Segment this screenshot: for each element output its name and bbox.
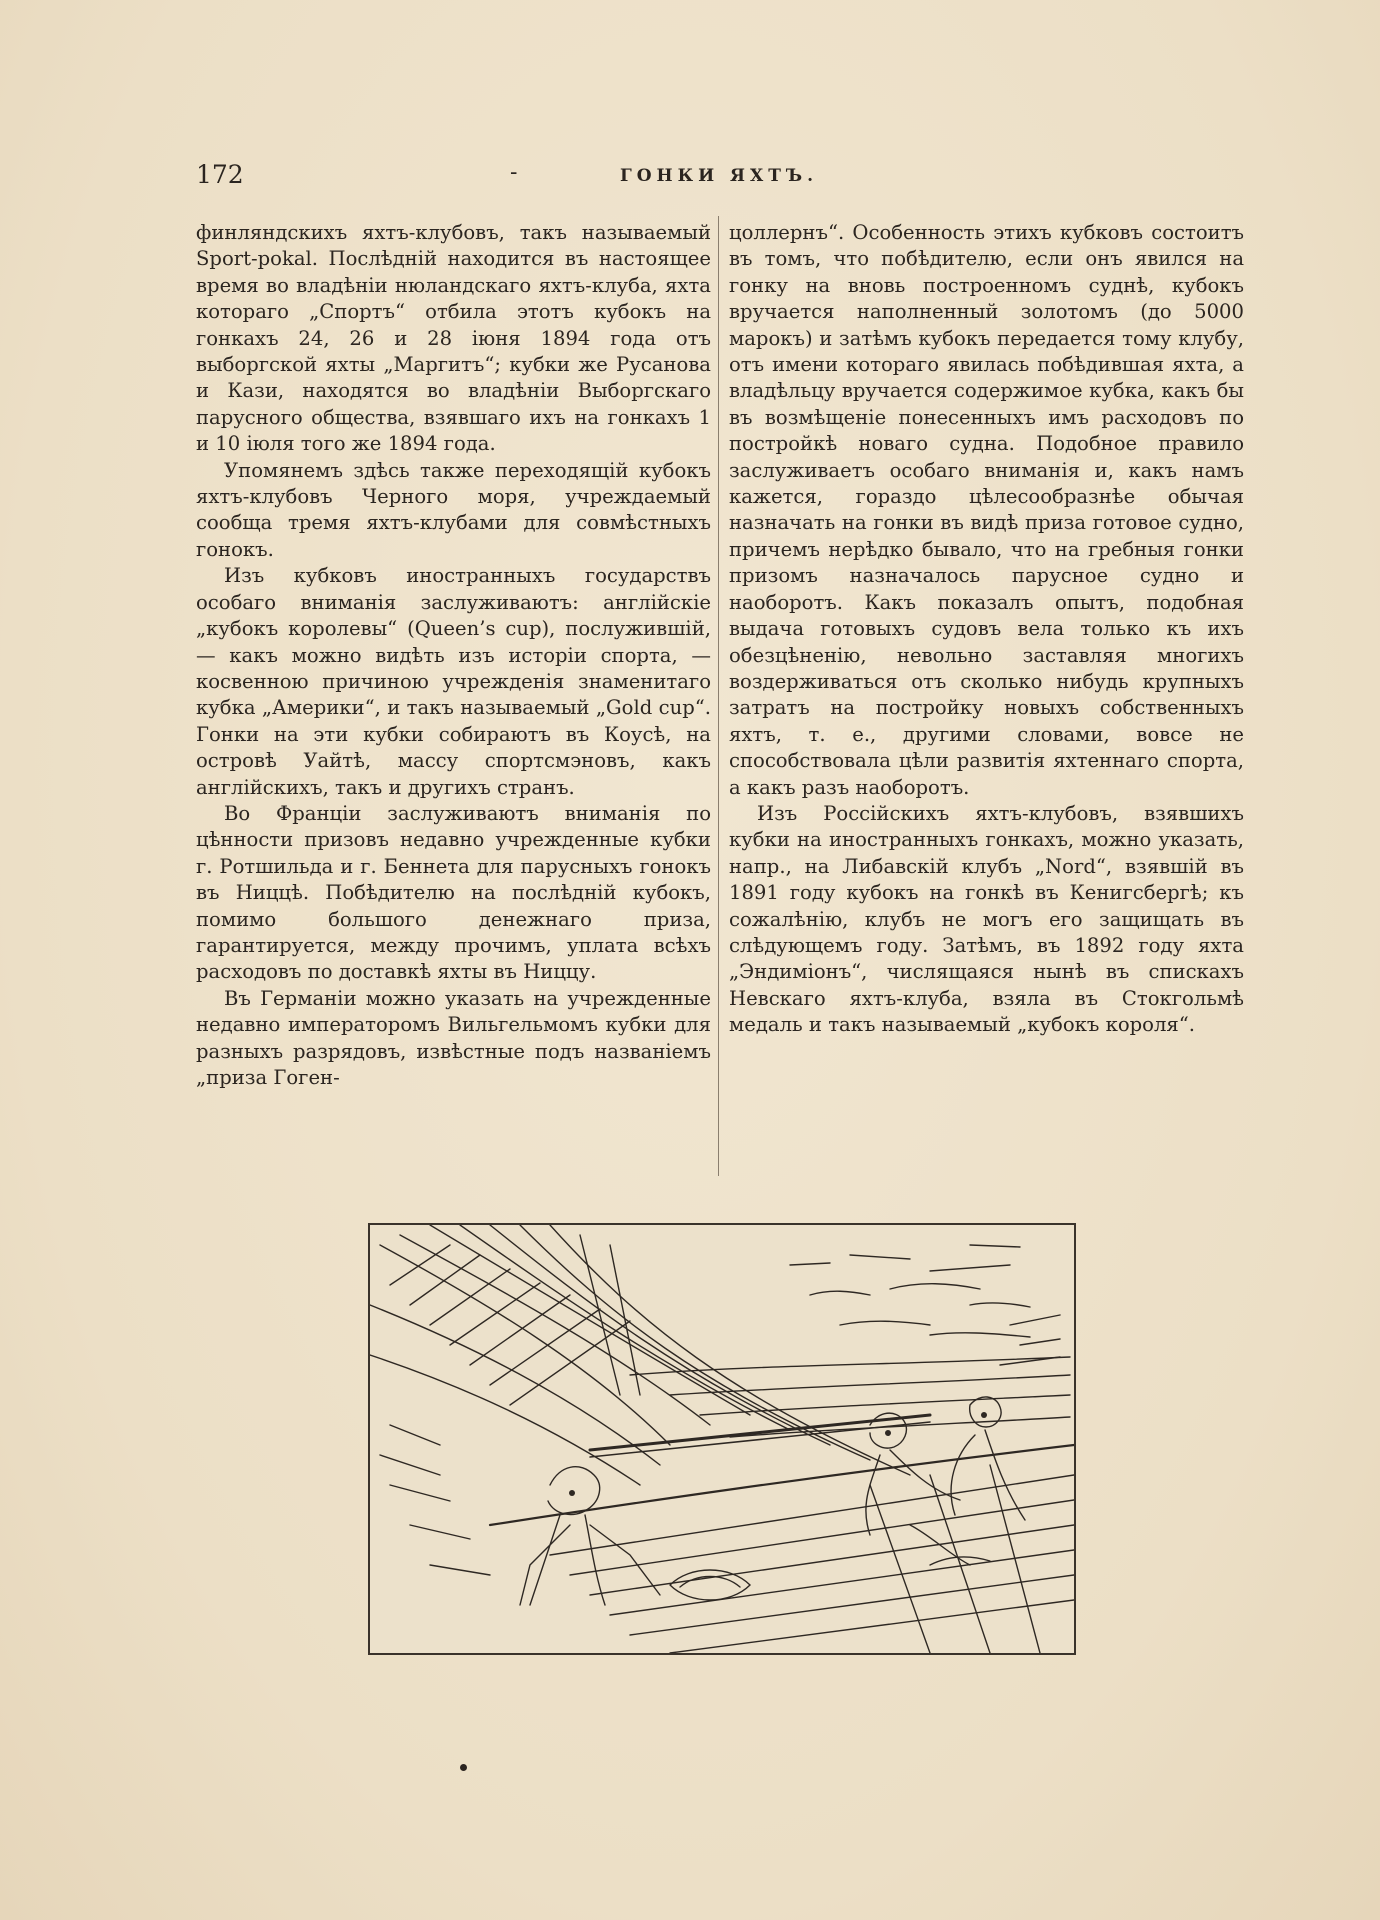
ink-dot: [460, 1764, 467, 1771]
paragraph: Изъ кубковъ иностранныхъ государствъ особаго вниманія заслуживаютъ: англійскіе „кубокъ королевы“ (Queen’s cup), послужившій, — какъ можно видѣть изъ исторіи спорта, — косвенною причиною учрежденія знаменитаго кубка „Америки“, и такъ называемый „Gold cup“. Гонки на эти кубки собираютъ въ Коусѣ, на островѣ Уайтѣ, массу спортсмэновъ, какъ англійскихъ, такъ и другихъ странъ.: [196, 564, 711, 799]
paragraph: цоллернъ“. Особенность этихъ кубковъ состоитъ въ томъ, что побѣдителю, если онъ явился на гонку на вновь построенномъ суднѣ, кубокъ вручается наполненный золотомъ (до 5000 марокъ) и затѣмъ кубокъ передается тому клубу, отъ имени котораго явилась побѣдившая яхта, а владѣльцу вручается содержимое кубка, какъ бы въ возмѣщеніе понесенныхъ имъ расходовъ по постройкѣ новаго судна. Подобное правило заслуживаетъ особаго вниманія и, какъ намъ кажется, гораздо цѣлесообразнѣе обычая назначать на гонки въ видѣ приза готовое судно, причемъ нерѣдко бывало, что на гребныя гонки призомъ назначалось парусное судно и наоборотъ. Какъ показалъ опытъ, подобная выдача готовыхъ судовъ вела только къ ихъ обезцѣненію, невольно заставляя многихъ воздерживаться отъ сколько нибудь крупныхъ затратъ на постройку новыхъ собственныхъ яхтъ, т. е., другими словами, вовсе не способствовала цѣли развитія яхтеннаго спорта, а какъ разъ наоборотъ.: [729, 221, 1244, 799]
paragraph: Во Франціи заслуживаютъ вниманія по цѣнности призовъ недавно учрежденные кубки г. Ротшильда и г. Беннета для парусныхъ гонокъ въ Ниццѣ. Побѣдителю на послѣдній кубокъ, помимо большого денежнаго приза, гарантируется, между прочимъ, уплата всѣхъ расходовъ по доставкѣ яхты въ Ниццу.: [196, 801, 711, 984]
column-divider: [718, 216, 719, 1176]
engraving-drawing: [370, 1225, 1074, 1653]
header-dash: -: [510, 160, 518, 185]
paragraph: Въ Германіи можно указать на учрежденные недавно императоромъ Вильгельмомъ кубки для разныхъ разрядовъ, извѣстные подъ названіемъ „приза Гоген-: [196, 986, 711, 1089]
right-column: [729, 220, 1244, 1039]
paragraph: финляндскихъ яхтъ-клубовъ, такъ называемый Sport-pokal. Послѣдній находится въ настоящее время во владѣніи нюландскаго яхтъ-клуба, яхта котораго „Спортъ“ отбила этотъ кубокъ на гонкахъ 24, 26 и 28 іюня 1894 года отъ выборгской яхты „Маргитъ“; кубки же Русанова и Кази, находятся во владѣніи Выборгскаго парусного общества, взявшаго ихъ на гонкахъ 1 и 10 іюля того же 1894 года.: [196, 221, 711, 456]
chapter-title: ГОНКИ ЯХТЪ.: [620, 166, 819, 186]
paragraph: Упомянемъ здѣсь также переходящій кубокъ яхтъ-клубовъ Черного моря, учреждаемый сообща тремя яхтъ-клубами для совмѣстныхъ гонокъ.: [196, 458, 711, 561]
yacht-engraving-illustration: [368, 1223, 1076, 1655]
running-head: [196, 160, 1244, 200]
text-columns: [196, 220, 1244, 1180]
left-column: [196, 220, 711, 1091]
paragraph: Изъ Россійскихъ яхтъ-клубовъ, взявшихъ кубки на иностранныхъ гонкахъ, можно указать, напр., на Либавскій клубъ „Nord“, взявшій въ 1891 году кубокъ на гонкѣ въ Кенигсбергѣ; къ сожалѣнію, клубъ не могъ его защищать въ слѣдующемъ году. Затѣмъ, въ 1892 году яхта „Эндиміонъ“, числящаяся нынѣ въ спискахъ Невскаго яхтъ-клуба, взяла въ Стокгольмѣ медаль и такъ называемый „кубокъ короля“.: [729, 801, 1244, 1037]
page-number: 172: [196, 160, 244, 189]
